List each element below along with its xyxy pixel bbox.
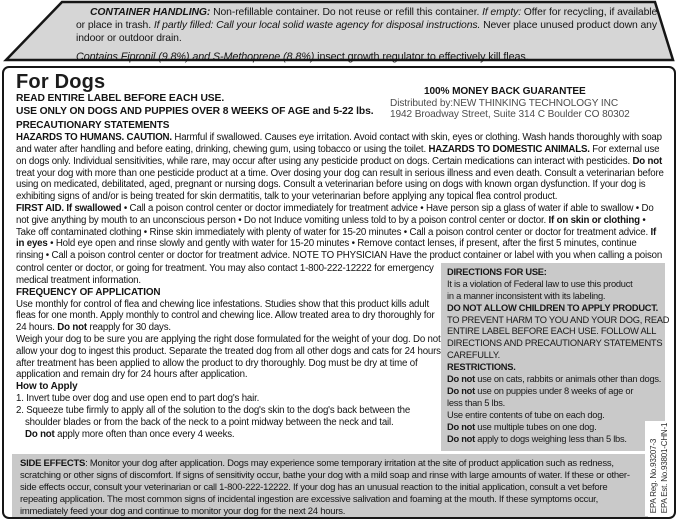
first-aid-continuation: control center or doctor, or going for treatment. You may also contact 1-800-222-12222 for emergency medical treatment information.: [16, 262, 434, 286]
read-entire-label-line: READ ENTIRE LABEL BEFORE EACH USE.: [16, 93, 225, 104]
epa-reg-number: EPA Reg. No.93207-3: [648, 438, 658, 513]
side-effects-box: SIDE EFFECTS: Monitor your dog after application. Dogs may experience some temporary irritation at the site of product application such as redness, scratching or other signs of discomfort. If signs of sensitivity occur, bathe your dog with a mild soap and rinse with large amounts of water. If these or other-side effects occur, consult your veterinarian or call 1-800-222-12222. If your dog has an unusual reaction to the initial application, consult a vet before repeating application. The most common signs of incidental ingestion are excessive salivation and foaming at the mouth. If these symptoms occur, immediately feed your dog and continue to monitor your dog for the next 24 hours.: [12, 454, 648, 519]
left-text-column: [16, 263, 441, 440]
two-column-section: [16, 262, 670, 451]
directions-for-use-heading: DIRECTIONS FOR USE:: [447, 266, 547, 277]
container-handling-paragraph: CONTAINER HANDLING: Non-refillable container. Do not reuse or refill this container. If empty: Offer for recycling, if available or place in trash. If partly filled: Call your local solid waste agency for disposal instructions. Never place unused product down any indoor or outdoor drain.: [76, 7, 658, 44]
hazards-paragraph: HAZARDS TO HUMANS. CAUTION. Harmful if swallowed. Causes eye irritation. Avoid contact with skin, eyes or clothing. Wash hands thoroughly with soap and water after handling and before eating, drinking, chewing gum, using tobacco or using the toilet. HAZARDS TO DOMESTIC ANIMALS. For external use on dogs only. Individual sensitivities, while rare, may occur after using any pesticide product on dogs. Certain medications can interact with pesticides. Do not treat your dog with more than one pesticide product at a time. Over dosing your dog can result in serious illness and even death. Consult a veterinarian before using on medicated, debilitated, aged, pregnant or nursing dogs. Consult a veterinarian before using on dogs with known organ dysfunction. If your dog is exhibiting signs of and/or is being treated for skin dermatitis, talk to your veterinarian before applying any topical flea control product.: [16, 132, 664, 203]
frequency-paragraph-2: Weigh your dog to be sure you are applying the right dose formulated for the weight of your dog. Do not allow your dog to ingest this product. Separate the treated dog from all other dogs and cats for 24 hours after treatment has been applied to allow the product to dry thoroughly. Dog must be dry at time of application and remain dry for 24 hours after application.: [16, 333, 441, 381]
directions-line: in a manner inconsistent with its labeling.: [447, 290, 606, 301]
directions-line: It is a violation of Federal law to use this product: [447, 278, 633, 289]
restriction-line: Do not use on puppies under 8 weeks of age or: [447, 386, 634, 397]
precautionary-statements-heading: PRECAUTIONARY STATEMENTS: [16, 120, 170, 132]
epa-est-number: EPA Est. No.93801-CHN-1: [659, 422, 669, 513]
epa-numbers-vertical-text: [649, 423, 670, 513]
contains-ingredients-line: Contains Fipronil (9.8%) and S-Methoprene (8.8%) insect growth regulator to effectively kill fleas.: [76, 51, 529, 63]
restriction-line: Use entire contents of tube on each dog.: [447, 409, 605, 420]
directions-line: ENTIRE LABEL BEFORE EACH USE. FOLLOW ALL: [447, 326, 657, 337]
how-to-apply-step-1: 1. Invert tube over dog and use open end to part dog's hair.: [16, 393, 260, 405]
restriction-line: Do not apply to dogs weighing less than 5 lbs.: [447, 433, 627, 444]
container-handling-text: [0, 6, 679, 64]
directions-line: TO PREVENT HARM TO YOU AND YOUR DOG, READ: [447, 314, 670, 325]
main-label-panel: [2, 66, 676, 519]
directions-for-use-box: [441, 263, 670, 451]
distributor-block: [390, 86, 670, 121]
money-back-guarantee: 100% MONEY BACK GUARANTEE: [424, 86, 586, 97]
how-to-apply-step-2: 2. Squeeze tube firmly to apply all of the solution to the dog's skin to the dog's back between the shoulder blades or from the back of the neck to a point midway between the neck and tail.: [16, 404, 411, 428]
use-only-line: USE ONLY ON DOGS AND PUPPIES OVER 8 WEEKS OF AGE and 5-22 lbs.: [16, 105, 374, 117]
container-handling-panel: [0, 0, 679, 63]
restriction-line: less than 5 lbs.: [447, 397, 506, 408]
restriction-line: Do not use multiple tubes on one dog.: [447, 421, 597, 432]
directions-line: DIRECTIONS AND PRECAUTIONARY STATEMENTS: [447, 338, 663, 349]
directions-line: CAREFULLY.: [447, 350, 500, 361]
distributor-address: 1942 Broadway Street, Suite 314 C Boulder CO 80302: [390, 109, 630, 121]
restriction-line: Do not use on cats, rabbits or animals other than dogs.: [447, 374, 662, 385]
how-to-apply-step-3: Do not apply more often than once every 4 weeks.: [25, 428, 235, 440]
page-title: For Dogs: [16, 71, 106, 93]
frequency-of-application-heading: FREQUENCY OF APPLICATION: [16, 286, 161, 298]
distributed-by-line: Distributed by:NEW THINKING TECHNOLOGY INC: [390, 97, 619, 109]
restrictions-heading: RESTRICTIONS.: [447, 362, 516, 373]
how-to-apply-heading: How to Apply: [16, 381, 78, 393]
do-not-allow-children-heading: DO NOT ALLOW CHILDREN TO APPLY PRODUCT.: [447, 302, 658, 313]
first-aid-paragraph: FIRST AID. If swallowed • Call a poison control center or doctor immediately for treatment advice • Have person sip a glass of water if able to swallow • Do not give anything by mouth to an unconscious person • Do not Induce vomiting unless told to by a poison control center or doctor. If on skin or clothing • Take off contaminated clothing • Rinse skin immediately with plenty of water for 15-20 minutes • Call a poison control center or doctor for treatment advice. If in eyes • Hold eye open and rinse slowly and gently with water for 15-20 minutes • Remove contact lenses, if present, after the first 5 minutes, continue rinsing • Call a poison control center or doctor for treatment advice. NOTE TO PHYSICIAN Have the product container or label with you when calling a poison: [16, 202, 663, 262]
frequency-paragraph-1: Use monthly for control of flea and chewing lice infestations. Studies show that this product kills adult fleas for one month. Apply monthly to control and chewing lice. Allow treated area to dry thoroughly for 24 hours. Do not reapply for 30 days.: [16, 298, 435, 334]
epa-numbers-strip: [645, 421, 673, 516]
